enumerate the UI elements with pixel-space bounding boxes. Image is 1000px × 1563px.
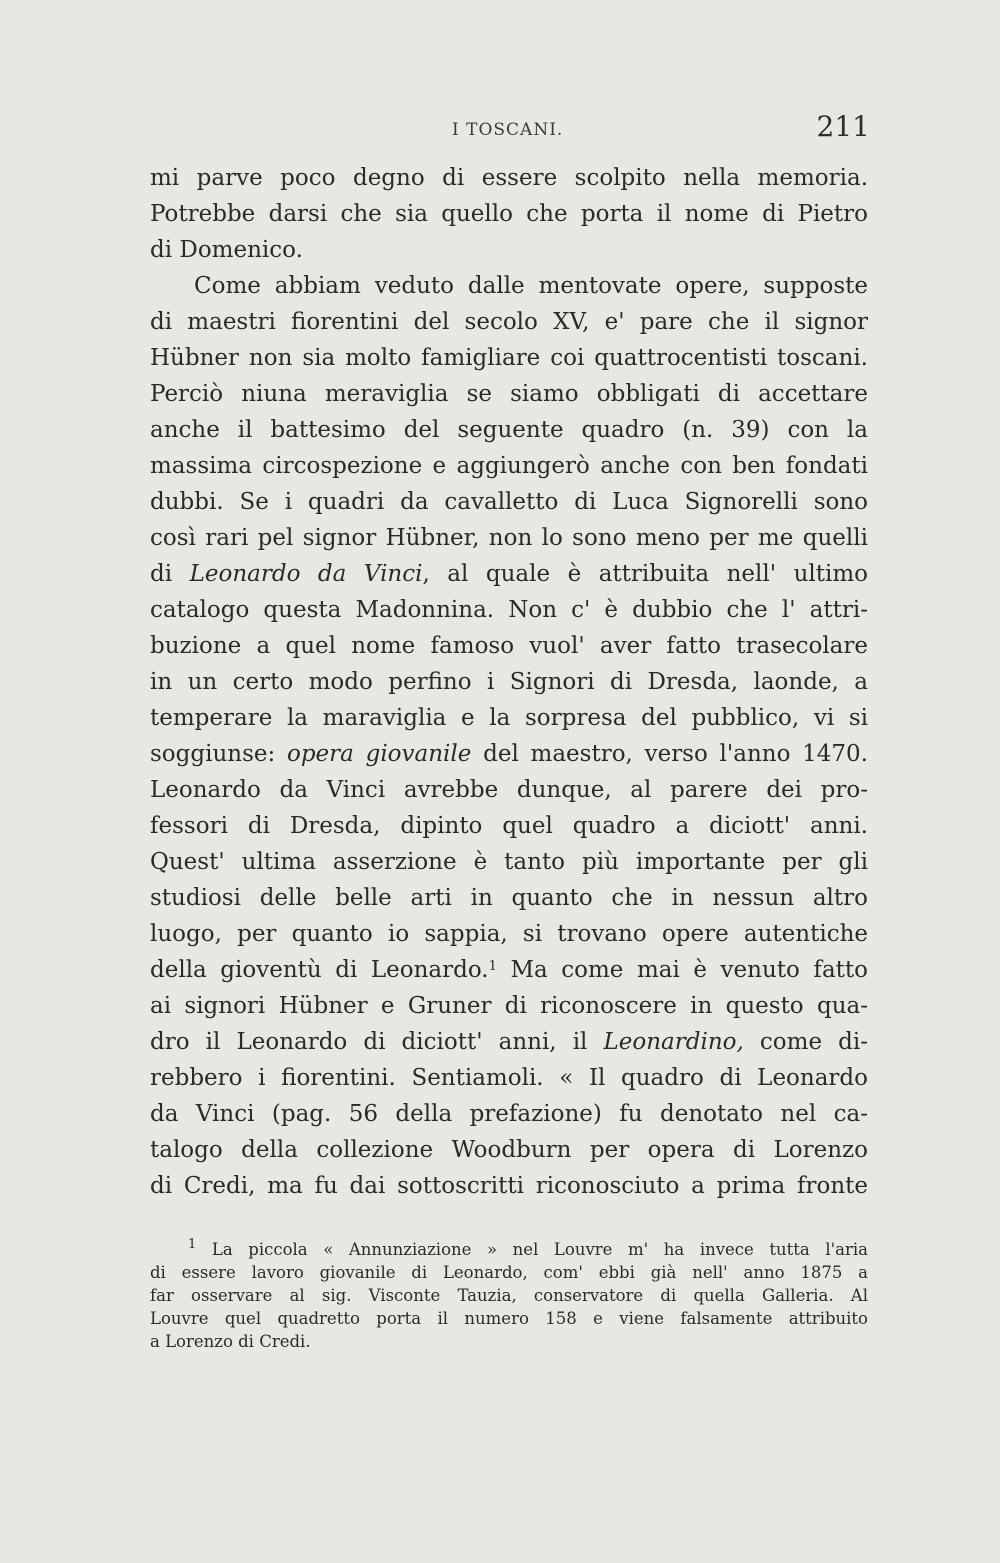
text-line [150, 556, 868, 592]
text-line: di maestri fiorentini del secolo XV, e' pare che il signor [150, 309, 868, 335]
text-run: soggiunse: [150, 741, 287, 767]
footnote-text: La piccola « Annunziazione » nel Louvre m' ha invece tutta l'aria [211, 1240, 868, 1259]
text-line: mi parve poco degno di essere scolpito nella memoria. [150, 165, 868, 191]
text-line: Leonardo da Vinci avrebbe dunque, al parere dei pro- [150, 777, 868, 803]
footnote [150, 1238, 868, 1353]
text-line: Hübner non sia molto famigliare coi quattrocentisti toscani. [150, 345, 868, 371]
text-line: Perciò niuna meraviglia se siamo obbligati di accettare [150, 381, 868, 407]
text-run: del maestro, verso l'anno 1470. [471, 741, 868, 767]
footnote-line: Louvre quel quadretto porta il numero 158 e viene falsamente attribuito [150, 1309, 868, 1328]
running-head [150, 110, 870, 150]
text-run: Ma come mai è venuto fatto [496, 957, 868, 983]
footnote-line: di essere lavoro giovanile di Leonardo, com' ebbi già nell' anno 1875 a [150, 1263, 868, 1282]
text-line: anche il battesimo del seguente quadro (n. 39) con la [150, 417, 868, 443]
page-number: 211 [816, 110, 870, 143]
text-line: rebbero i fiorentini. Sentiamoli. « Il quadro di Leonardo [150, 1065, 868, 1091]
text-run: come di- [743, 1029, 868, 1055]
footnote-line: far osservare al sig. Visconte Tauzia, conservatore di quella Galleria. Al [150, 1286, 868, 1305]
text-line: così rari pel signor Hübner, non lo sono meno per me quelli [150, 525, 868, 551]
text-line: temperare la maraviglia e la sorpresa del pubblico, vi si [150, 705, 868, 731]
text-line: buzione a quel nome famoso vuol' aver fatto trasecolare [150, 633, 868, 659]
text-line: studiosi delle belle arti in quanto che in nessun altro [150, 885, 868, 911]
text-line: di Credi, ma fu dai sottoscritti riconosciuto a prima fronte [150, 1173, 868, 1199]
text-run: , al quale è attribuita nell' ultimo [422, 561, 868, 587]
text-line [150, 1024, 868, 1060]
italic-phrase: opera giovanile [286, 741, 472, 767]
footnote-line [150, 1238, 868, 1261]
text-line: talogo della collezione Woodburn per opera di Lorenzo [150, 1137, 868, 1163]
text-line: di Domenico. [150, 237, 303, 263]
text-line: luogo, per quanto io sappia, si trovano opere autentiche [150, 921, 868, 947]
text-line: fessori di Dresda, dipinto quel quadro a diciott' anni. [150, 813, 868, 839]
running-head-title: I TOSCANI. [452, 120, 564, 140]
text-line: ai signori Hübner e Gruner di riconoscere in questo qua- [150, 993, 868, 1019]
text-run: della gioventù di Leonardo. [150, 957, 489, 983]
text-run: di [150, 561, 190, 587]
text-line: massima circospezione e aggiungerò anche con ben fondati [150, 453, 868, 479]
text-line: in un certo modo perfino i Signori di Dresda, laonde, a [150, 669, 868, 695]
text-line [150, 952, 868, 988]
footnote-marker: 1 [188, 1238, 197, 1252]
footnote-ref: 1 [488, 959, 497, 974]
text-line: da Vinci (pag. 56 della prefazione) fu denotato nel ca- [150, 1101, 868, 1127]
italic-name: Leonardo da Vinci [189, 561, 423, 587]
text-line: dubbi. Se i quadri da cavalletto di Luca Signorelli sono [150, 489, 868, 515]
text-line: Quest' ultima asserzione è tanto più importante per gli [150, 849, 868, 875]
body-text [150, 160, 868, 1204]
text-line [150, 736, 868, 772]
text-line: Come abbiam veduto dalle mentovate opere, supposte [194, 273, 868, 299]
footnote-line: a Lorenzo di Credi. [150, 1332, 311, 1351]
text-line: Potrebbe darsi che sia quello che porta il nome di Pietro [150, 201, 868, 227]
italic-name: Leonardino, [603, 1029, 744, 1055]
text-line: catalogo questa Madonnina. Non c' è dubbio che l' attri- [150, 597, 868, 623]
text-run: dro il Leonardo di diciott' anni, il [150, 1029, 604, 1055]
